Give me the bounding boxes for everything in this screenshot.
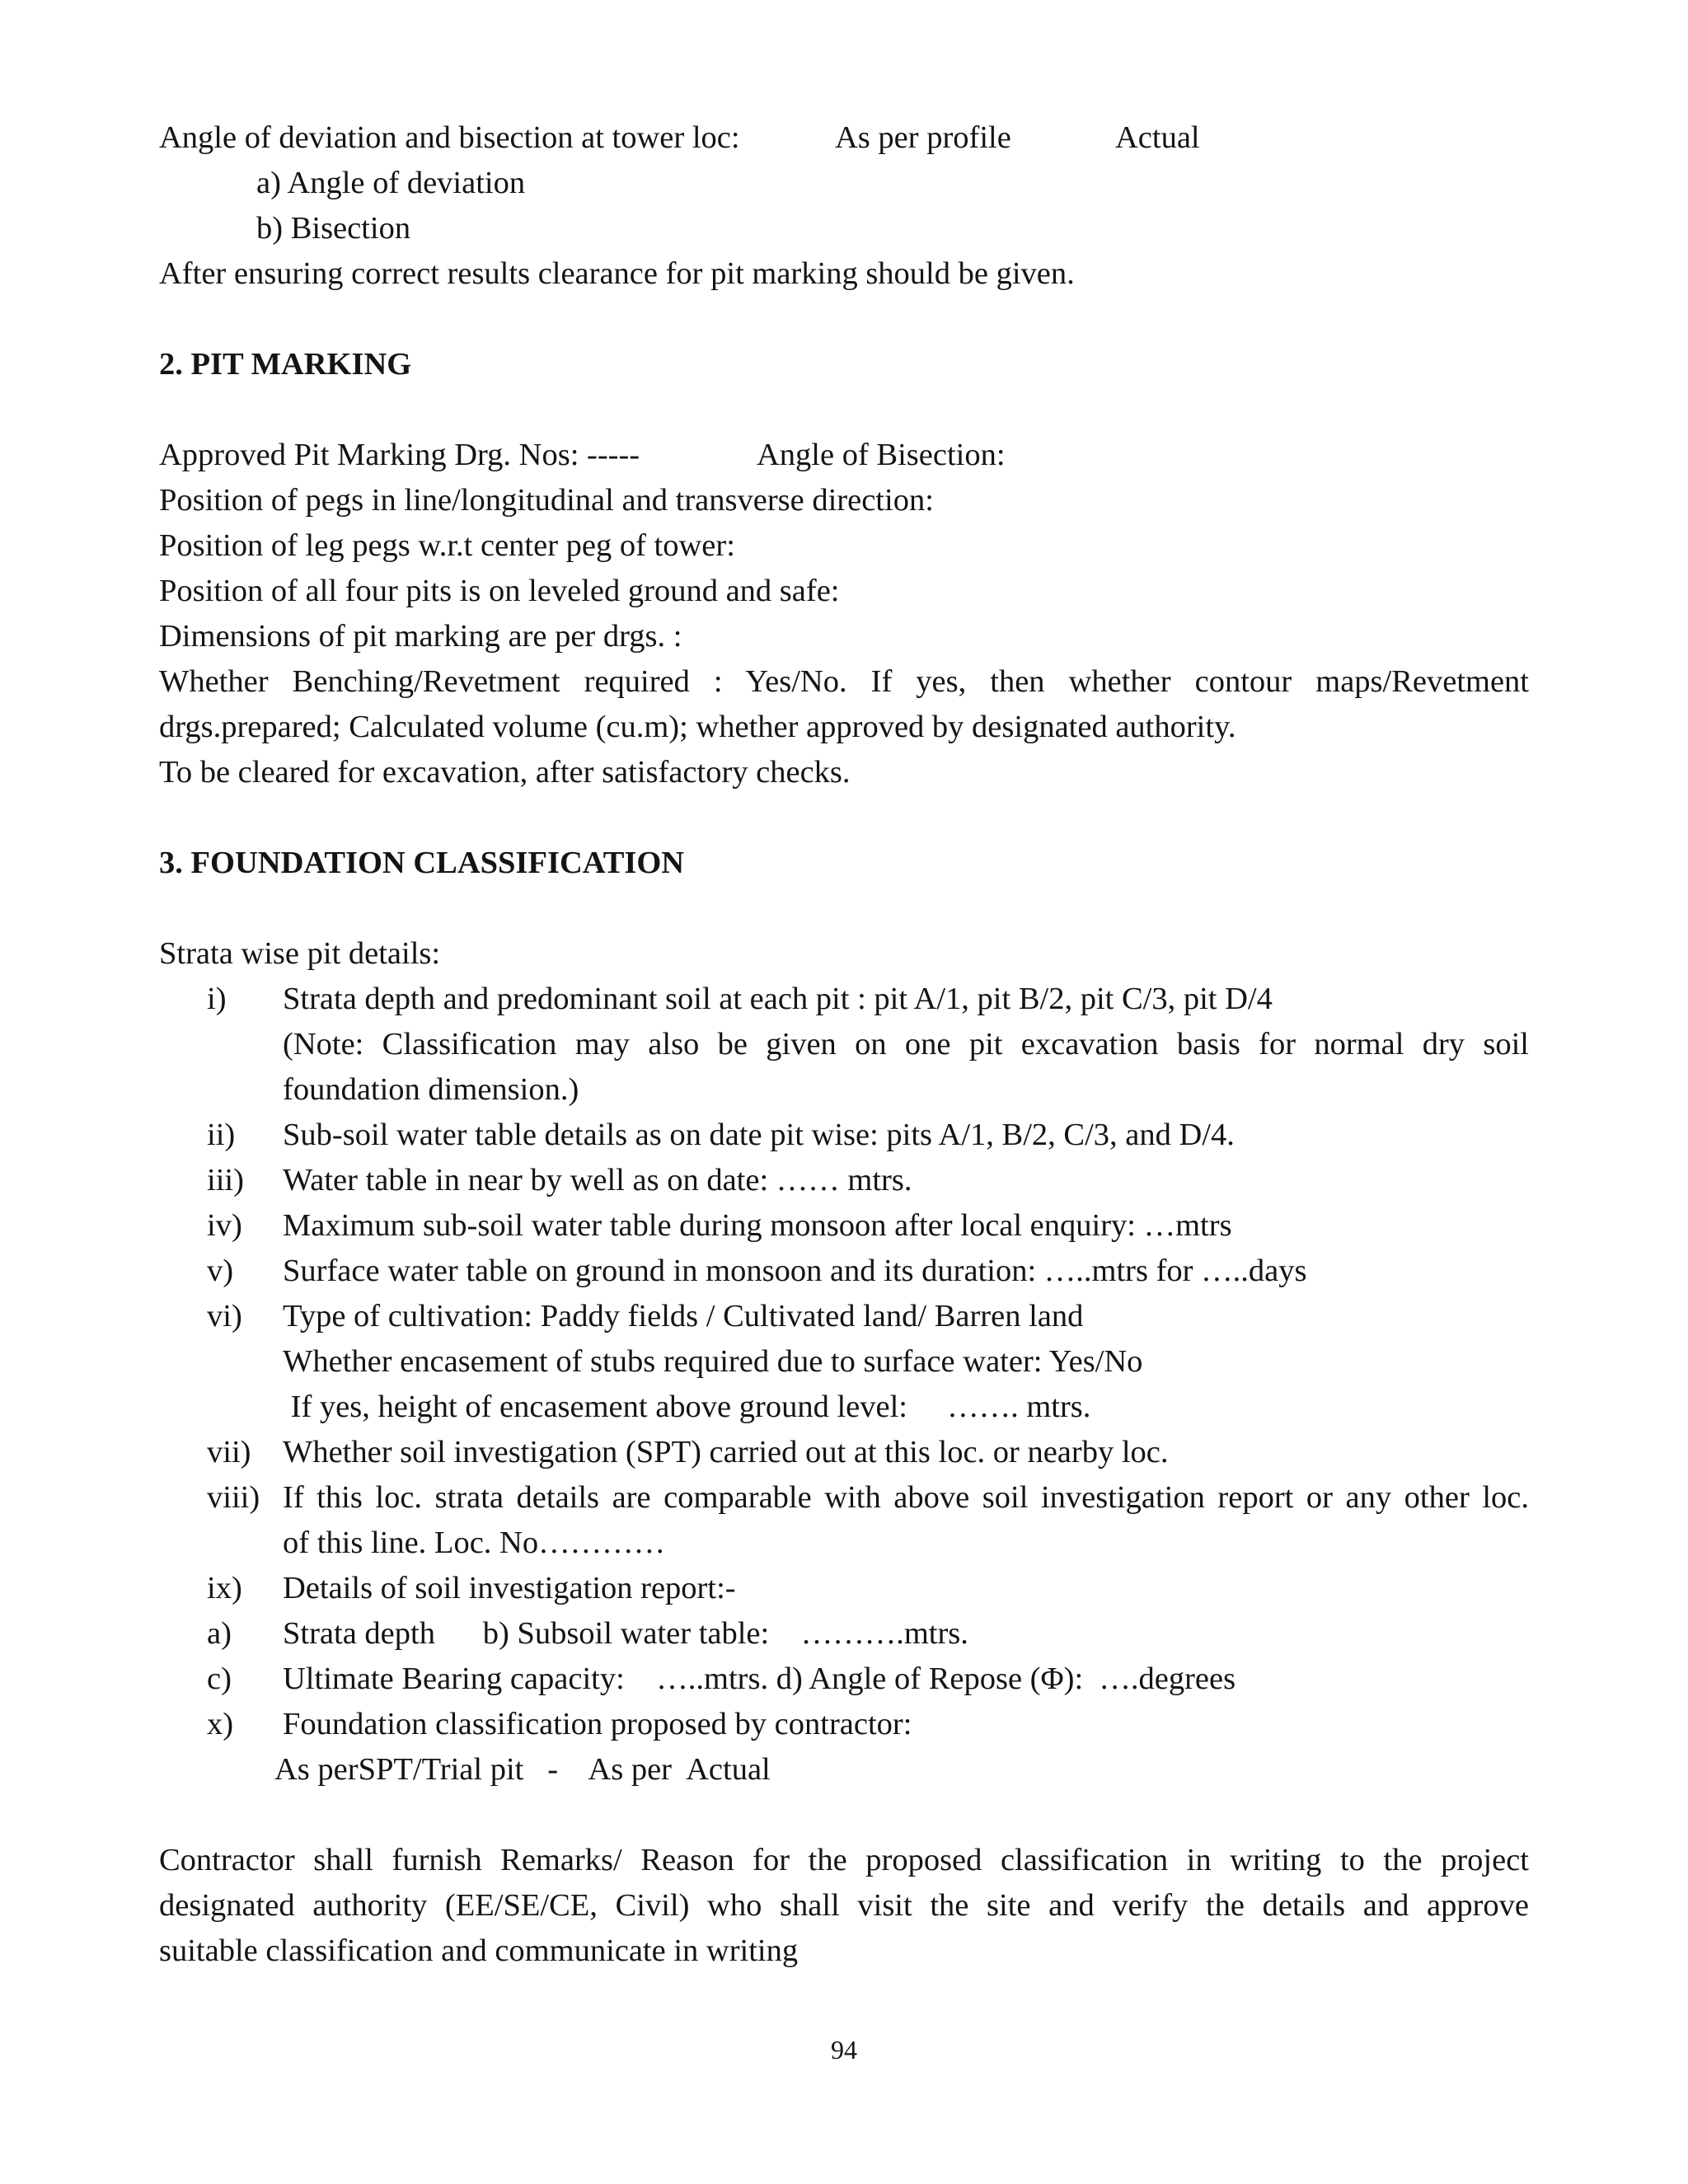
item-text-viii: If this loc. strata details are comparable with above soil investigation report or any other loc. [283, 1480, 1529, 1515]
item-text-x: Foundation classification proposed by contractor: [283, 1707, 912, 1741]
item-x-basis-line: As perSPT/Trial pit - As per Actual [274, 1752, 771, 1787]
angle-deviation-label: Angle of deviation and bisection at tower loc: [159, 120, 740, 155]
item-text-i: Strata depth and predominant soil at each pit : pit A/1, pit B/2, pit C/3, pit D/4 [283, 982, 1273, 1016]
item-number-c: c) [207, 1661, 232, 1696]
pit-marking-heading: 2. PIT MARKING [159, 347, 412, 382]
item-number-i: i) [207, 982, 227, 1016]
leg-pegs-line: Position of leg pegs w.r.t center peg of tower: [159, 528, 735, 563]
actual-column: Actual [1115, 120, 1200, 155]
item-text-iii: Water table in near by well as on date: …… mtrs. [283, 1163, 912, 1197]
bisection-item: b) Bisection [256, 211, 411, 246]
pits-leveled-line: Position of all four pits is on leveled ground and safe: [159, 574, 840, 608]
item-viii-continuation: of this line. Loc. No………… [283, 1526, 666, 1560]
remarks-line-1: Contractor shall furnish Remarks/ Reason for the proposed classification in writing to the project [159, 1843, 1529, 1877]
item-number-a: a) [207, 1616, 232, 1651]
item-text-iv: Maximum sub-soil water table during monsoon after local enquiry: …mtrs [283, 1208, 1232, 1243]
benching-line-1: Whether Benching/Revetment required : Yes/No. If yes, then whether contour maps/Revetment [159, 664, 1529, 699]
drg-nos-line: Approved Pit Marking Drg. Nos: ----- [159, 438, 640, 472]
pegs-position-line: Position of pegs in line/longitudinal and transverse direction: [159, 483, 934, 518]
pit-dimensions-line: Dimensions of pit marking are per drgs. : [159, 619, 682, 654]
item-note-line-1: (Note: Classification may also be given on one pit excavation basis for normal dry soil [283, 1027, 1529, 1062]
item-number-x: x) [207, 1707, 234, 1741]
item-number-ix: ix) [207, 1571, 242, 1605]
benching-line-2: drgs.prepared; Calculated volume (cu.m); whether approved by designated authority. [159, 710, 1236, 744]
item-text-ii: Sub-soil water table details as on date pit wise: pits A/1, B/2, C/3, and D/4. [283, 1118, 1235, 1152]
document-page [159, 0, 1529, 2184]
foundation-classification-heading: 3. FOUNDATION CLASSIFICATION [159, 846, 685, 880]
item-text-ix: Details of soil investigation report:- [283, 1571, 736, 1605]
item-text-v: Surface water table on ground in monsoon and its duration: …..mtrs for …..days [283, 1254, 1307, 1288]
clearance-text: After ensuring correct results clearance for pit marking should be given. [159, 256, 1075, 291]
item-number-vii: vii) [207, 1435, 251, 1469]
item-vi-encasement-line: Whether encasement of stubs required due to surface water: Yes/No [283, 1344, 1143, 1379]
item-text-vi: Type of cultivation: Paddy fields / Cultivated land/ Barren land [283, 1299, 1084, 1333]
page-number: 94 [831, 2035, 857, 2064]
angle-bisection-label: Angle of Bisection: [757, 438, 1006, 472]
item-number-iii: iii) [207, 1163, 244, 1197]
remarks-line-2: designated authority (EE/SE/CE, Civil) who shall visit the site and verify the details and approve [159, 1888, 1529, 1923]
item-number-ii: ii) [207, 1118, 236, 1152]
item-number-viii: viii) [207, 1480, 260, 1515]
angle-deviation-line [159, 115, 740, 161]
as-per-profile-column: As per profile [835, 120, 1011, 155]
item-number-iv: iv) [207, 1208, 242, 1243]
item-text-c: Ultimate Bearing capacity: …..mtrs. d) Angle of Repose (Φ): ….degrees [283, 1661, 1236, 1696]
item-vi-height-line: If yes, height of encasement above ground level: ……. mtrs. [283, 1390, 1091, 1424]
strata-intro: Strata wise pit details: [159, 936, 441, 971]
item-number-vi: vi) [207, 1299, 242, 1333]
remarks-line-3: suitable classification and communicate in writing [159, 1933, 799, 1968]
item-number-v: v) [207, 1254, 234, 1288]
item-note-line-2: foundation dimension.) [283, 1072, 579, 1107]
item-text-a: Strata depth b) Subsoil water table: ……….mtrs. [283, 1616, 968, 1651]
item-text-vii: Whether soil investigation (SPT) carried out at this loc. or nearby loc. [283, 1435, 1169, 1469]
cleared-excavation-line: To be cleared for excavation, after satisfactory checks. [159, 755, 851, 790]
angle-of-deviation-item: a) Angle of deviation [256, 166, 526, 200]
